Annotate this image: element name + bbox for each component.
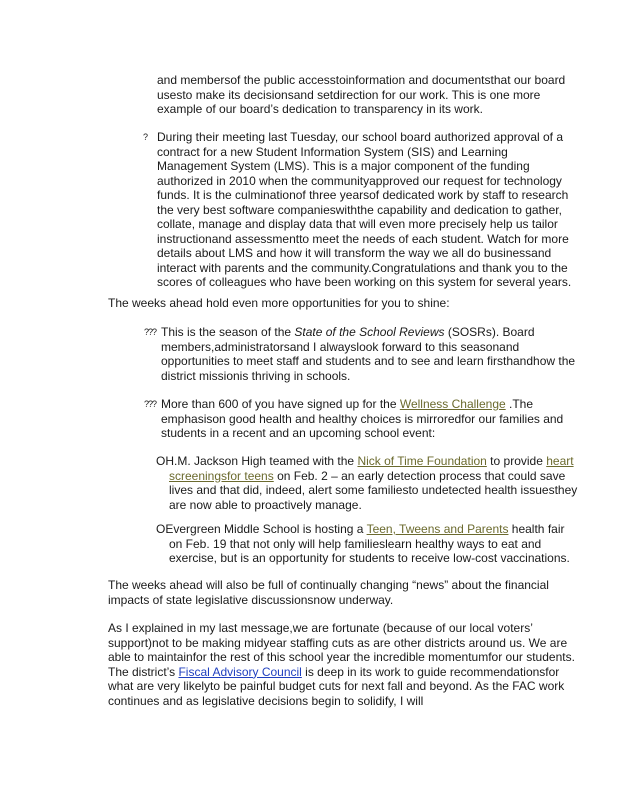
paragraph-fiscal: As I explained in my last message,we are fortunate (because of our local voters’ support)not to be making midyear staffing cuts as are other districts around us. We are able to maintainfor the rest of this school year the incredible momentumfor our students. The district’s Fiscal Advisory Council is deep in its work to guide recommendationsfor what are very likelyto be painful budget cuts for next fall and beyond. As the FAC work continues and as legislative decisions begin to solidify, I will	[108, 621, 575, 708]
paragraph-transparency: and membersof the public accesstoinformation and documentsthat our board usesto make its decisionsand setdirection for our work. This is one more example of our board’s dedication to transparency in its work.	[157, 73, 566, 116]
nick-of-time-link[interactable]: Nick of Time Foundation	[357, 454, 487, 468]
sosr-title: State of the School Reviews	[294, 325, 445, 339]
bullet-marker: O	[156, 522, 166, 536]
bullet-marker: ???	[144, 399, 157, 409]
sub-bullet-evergreen: OEvergreen Middle School is hosting a Teen, Tweens and Parents health fair on Feb. 19 that not only will help familieslearn healthy ways to eat and exercise, but is an opportunity for students to receive low-cost vaccinations.	[156, 522, 570, 565]
teen-tweens-parents-link[interactable]: Teen, Tweens and Parents	[366, 522, 509, 536]
wellness-challenge-link[interactable]: Wellness Challenge	[399, 397, 506, 411]
paragraph-weeks-ahead: The weeks ahead hold even more opportunities for you to shine:	[108, 296, 450, 310]
bullet-sis-lms: ? During their meeting last Tuesday, our school board authorized approval of a contract for a new Student Information System (SIS) and Learning Management System (LMS). This is a major component of the funding authorized in 2010 when the communityapproved our request for technology funds. It is the culminationof three yearsof dedicated work by staff to research the very best software companieswiththe capability and dedication to gather, collate, manage and display data that will even more precisely help us tailor instructionand assessmentto meet the needs of each student. Watch for more details about LMS and how it will transform the way we all do businessand interact with parents and the community.Congratulations and thank you to the scores of colleagues who have been working on this system for several years.	[143, 130, 572, 289]
heart-screenings-link[interactable]: heart screeningsfor teens	[169, 454, 574, 483]
bullet-marker: ???	[144, 327, 157, 337]
sub-bullet-jackson-high: OH.M. Jackson High teamed with the Nick of Time Foundation to provide heart screeningsfor teens on Feb. 2 – an early detection process that could save lives and that did, indeed, alert some familiesto undetected health issuesthey are now able to proactively manage.	[156, 454, 578, 512]
bullet-wellness: ??? More than 600 of you have signed up for the Wellness Challenge .The emphasison good health and healthy choices is mirroredfor our families and students in a recent and an upcoming school event:	[144, 397, 564, 440]
bullet-marker: O	[156, 454, 166, 468]
fiscal-advisory-council-link[interactable]: Fiscal Advisory Council	[178, 664, 302, 679]
paragraph-news: The weeks ahead will also be full of continually changing “news” about the financial impacts of state legislative discussionsnow underway.	[108, 578, 549, 607]
bullet-sosr: ??? This is the season of the State of the School Reviews (SOSRs). Board members,administratorsand I alwayslook forward to this seasonand opportunities to meet staff and students and to see and learn firsthandhow the district missionis thriving in schools.	[144, 325, 576, 383]
bullet-marker: ?	[143, 132, 149, 142]
